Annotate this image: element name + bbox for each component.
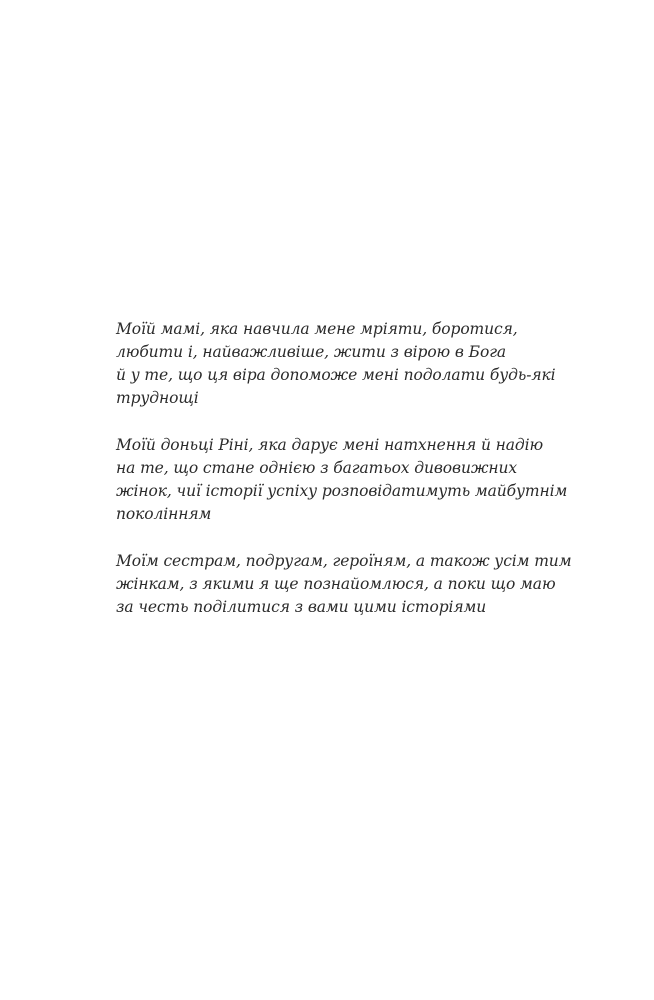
dedication-line: й у те, що ця віра допоможе мені подолати будь-які <box>116 366 556 384</box>
dedication-paragraph-sisters <box>116 550 572 619</box>
dedication-paragraph-mother <box>116 318 556 410</box>
dedication-line: Моїй мамі, яка навчила мене мріяти, боротися, <box>116 320 518 338</box>
dedication-line: любити і, найважливіше, жити з вірою в Бога <box>116 343 507 361</box>
dedication-paragraph-daughter <box>116 434 568 526</box>
dedication-line: жінок, чиї історії успіху розповідатимуть майбутнім <box>116 482 568 500</box>
dedication-line: Моїй доньці Ріні, яка дарує мені натхнення й надію <box>116 436 544 454</box>
dedication-line: труднощі <box>116 389 199 407</box>
dedication-line: поколінням <box>116 505 212 523</box>
dedication-line: жінкам, з якими я ще познайомлюся, а поки що маю <box>116 575 556 593</box>
dedication-block <box>116 318 572 643</box>
dedication-line: на те, що стане однією з багатьох дивовижних <box>116 459 517 477</box>
dedication-line: Моїм сестрам, подругам, героїням, а також усім тим <box>116 552 572 570</box>
dedication-line: за честь поділитися з вами цими історіями <box>116 598 487 616</box>
